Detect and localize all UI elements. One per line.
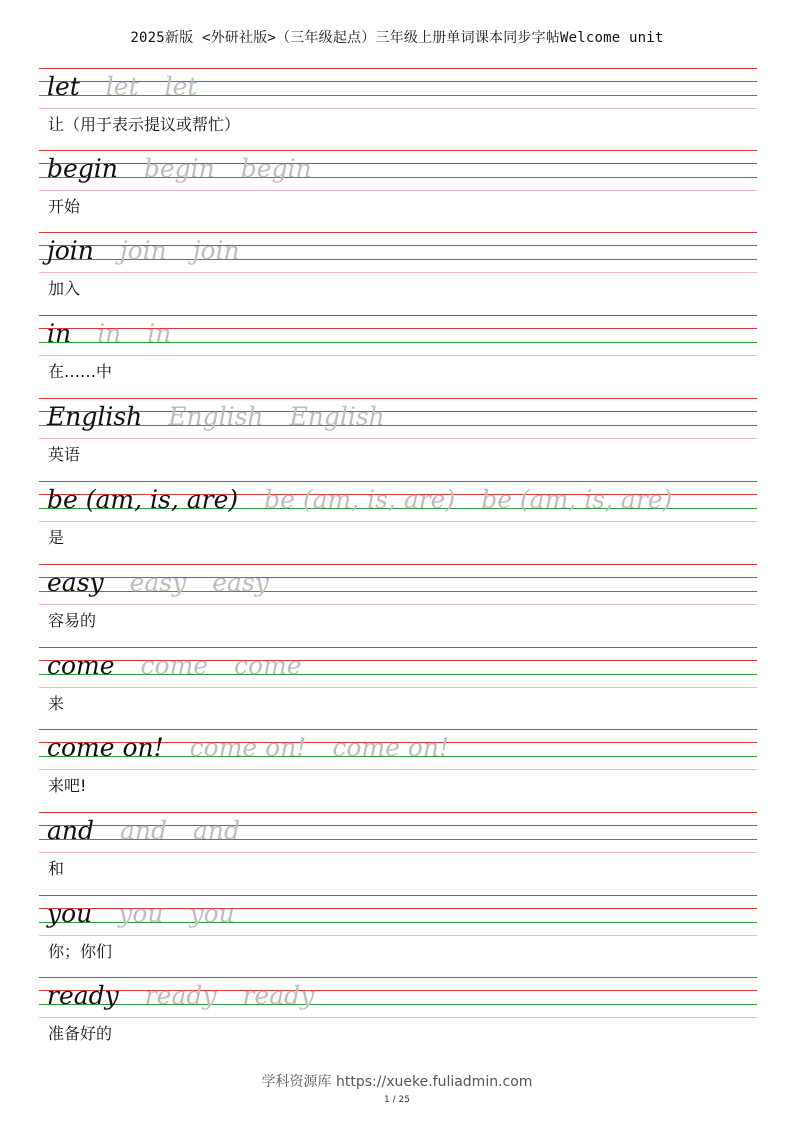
word-text: you <box>47 899 93 928</box>
word-row <box>47 816 240 846</box>
word-meaning: 加入 <box>48 279 81 298</box>
trace-text-1: come on! <box>189 733 307 762</box>
word-text: join <box>47 236 94 265</box>
top-rule <box>39 812 757 813</box>
word-entry <box>39 398 757 480</box>
trace-text-2: you <box>189 899 235 928</box>
top-rule <box>39 315 757 316</box>
trace-text-2: and <box>192 816 240 845</box>
trace-text-1: ready <box>144 981 217 1010</box>
word-entry <box>39 647 757 729</box>
top-rule <box>39 729 757 730</box>
top-rule <box>39 647 757 648</box>
bottom-rule <box>39 935 757 936</box>
bottom-rule <box>39 687 757 688</box>
word-row <box>47 236 240 266</box>
word-text: English <box>47 402 143 431</box>
trace-text-2: let <box>164 72 198 101</box>
bottom-rule <box>39 355 757 356</box>
trace-text-1: be (am, is, are) <box>264 485 456 514</box>
trace-text-2: in <box>147 319 172 348</box>
trace-text-2: join <box>192 236 240 265</box>
word-text: ready <box>47 981 119 1010</box>
bottom-rule <box>39 190 757 191</box>
word-entry <box>39 150 757 232</box>
bottom-rule <box>39 108 757 109</box>
word-text: easy <box>47 568 104 597</box>
document-title: 2025新版 <外研社版>（三年级起点）三年级上册单词课本同步字帖Welcome unit <box>130 30 664 46</box>
trace-text-2: be (am, is, are) <box>481 485 673 514</box>
word-entry <box>39 977 757 1059</box>
word-row <box>47 72 197 102</box>
word-meaning: 在……中 <box>48 362 113 381</box>
top-rule <box>39 68 757 69</box>
word-entry <box>39 729 757 811</box>
word-meaning: 你；你们 <box>48 942 113 961</box>
trace-text-2: English <box>289 402 385 431</box>
bottom-rule <box>39 1017 757 1018</box>
word-row <box>47 154 312 184</box>
trace-text-1: and <box>119 816 167 845</box>
word-text: be (am, is, are) <box>47 485 239 514</box>
word-meaning: 和 <box>48 859 65 878</box>
word-entry <box>39 232 757 314</box>
top-rule <box>39 895 757 896</box>
top-rule <box>39 977 757 978</box>
trace-text-1: in <box>97 319 122 348</box>
word-meaning: 来 <box>48 694 65 713</box>
top-rule <box>39 232 757 233</box>
trace-text-1: you <box>118 899 164 928</box>
word-row <box>47 485 672 515</box>
footer-site-text: 学科资源库 https://xueke.fuliadmin.com <box>261 1074 533 1090</box>
bottom-rule <box>39 438 757 439</box>
word-entry <box>39 315 757 397</box>
word-row <box>47 651 302 681</box>
top-rule <box>39 564 757 565</box>
word-meaning: 来吧! <box>48 776 87 795</box>
word-row <box>47 319 171 349</box>
word-text: in <box>47 319 72 348</box>
bottom-rule <box>39 769 757 770</box>
trace-text-2: come <box>234 651 302 680</box>
trace-text-2: ready <box>242 981 315 1010</box>
word-meaning: 开始 <box>48 197 81 216</box>
word-meaning: 英语 <box>48 445 81 464</box>
word-row <box>47 733 449 763</box>
trace-text-1: join <box>119 236 167 265</box>
word-row <box>47 402 385 432</box>
bottom-rule <box>39 604 757 605</box>
top-rule <box>39 481 757 482</box>
word-entry <box>39 481 757 563</box>
word-row <box>47 899 235 929</box>
word-entry <box>39 812 757 894</box>
trace-text-1: English <box>168 402 264 431</box>
trace-text-1: let <box>105 72 139 101</box>
top-rule <box>39 150 757 151</box>
word-entry <box>39 68 757 150</box>
trace-text-1: begin <box>143 154 215 183</box>
word-row <box>47 981 314 1011</box>
word-meaning: 准备好的 <box>48 1024 113 1043</box>
top-rule <box>39 398 757 399</box>
word-text: come on! <box>47 733 164 762</box>
bottom-rule <box>39 852 757 853</box>
word-entry <box>39 895 757 977</box>
trace-text-1: come <box>140 651 209 680</box>
word-entry <box>39 564 757 646</box>
bottom-rule <box>39 272 757 273</box>
trace-text-2: begin <box>240 154 312 183</box>
word-meaning: 容易的 <box>48 611 97 630</box>
trace-text-2: come on! <box>332 733 450 762</box>
trace-text-2: easy <box>212 568 269 597</box>
word-meaning: 让（用于表示提议或帮忙） <box>48 115 241 134</box>
word-text: let <box>47 72 80 101</box>
word-text: come <box>47 651 115 680</box>
word-row <box>47 568 269 598</box>
bottom-rule <box>39 521 757 522</box>
word-text: begin <box>47 154 118 183</box>
word-meaning: 是 <box>48 528 65 547</box>
word-text: and <box>47 816 95 845</box>
page-number: 1 / 25 <box>384 1095 410 1105</box>
trace-text-1: easy <box>129 568 187 597</box>
